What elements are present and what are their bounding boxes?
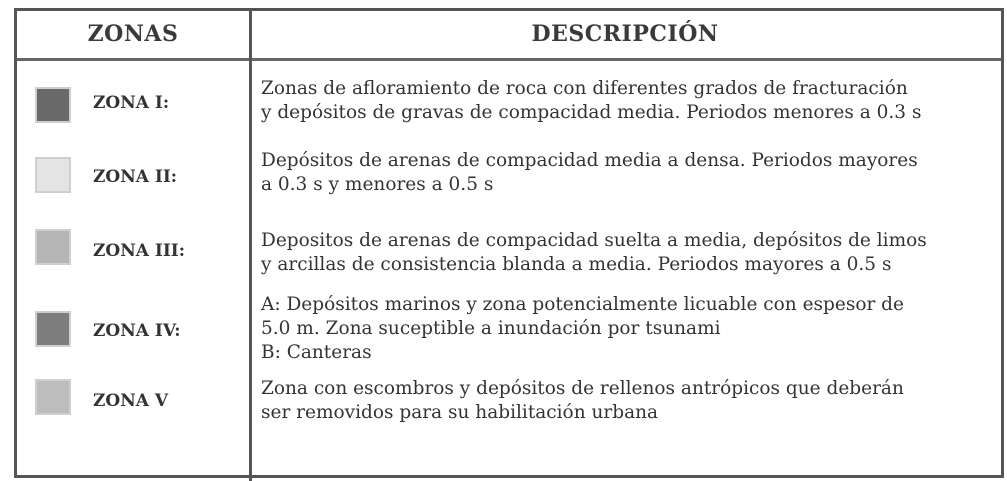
- zone-color-swatch: [35, 379, 71, 415]
- header-zonas: ZONAS: [87, 21, 179, 47]
- column-divider: [249, 11, 252, 481]
- zone-label: ZONA V: [93, 391, 169, 411]
- description-line: ser removidos para su habilitación urbana: [261, 402, 659, 423]
- zone-color-swatch: [35, 157, 71, 193]
- table-header: [17, 11, 1001, 61]
- description-line: A: Depósitos marinos y zona potencialmente licuable con espesor de: [261, 294, 904, 315]
- zone-description: [261, 77, 999, 125]
- zone-label: ZONA IV:: [93, 321, 181, 341]
- description-line: y depósitos de gravas de compacidad media. Periodos menores a 0.3 s: [261, 102, 922, 123]
- zone-description: [261, 149, 999, 197]
- description-line: Zona con escombros y depósitos de rellenos antrópicos que deberán: [261, 378, 904, 399]
- zone-label: ZONA I:: [93, 93, 170, 113]
- description-line: y arcillas de consistencia blanda a media. Periodos mayores a 0.5 s: [261, 254, 892, 275]
- zone-label: ZONA II:: [93, 167, 178, 187]
- zone-color-swatch: [35, 87, 71, 123]
- description-line: a 0.3 s y menores a 0.5 s: [261, 174, 494, 195]
- zone-description: [261, 377, 999, 425]
- zone-description: [261, 229, 999, 277]
- zone-description: [261, 293, 999, 365]
- header-descripcion: DESCRIPCIÓN: [531, 21, 719, 47]
- zone-label: ZONA III:: [93, 241, 185, 261]
- description-line: B: Canteras: [261, 342, 372, 363]
- description-line: Depositos de arenas de compacidad suelta a media, depósitos de limos: [261, 230, 927, 251]
- description-line: Zonas de afloramiento de roca con diferentes grados de fracturación: [261, 78, 908, 99]
- description-line: Depósitos de arenas de compacidad media a densa. Periodos mayores: [261, 150, 918, 171]
- zone-color-swatch: [35, 229, 71, 265]
- description-line: 5.0 m. Zona suceptible a inundación por tsunami: [261, 318, 721, 339]
- zoning-table: [14, 8, 1004, 478]
- zone-color-swatch: [35, 311, 71, 347]
